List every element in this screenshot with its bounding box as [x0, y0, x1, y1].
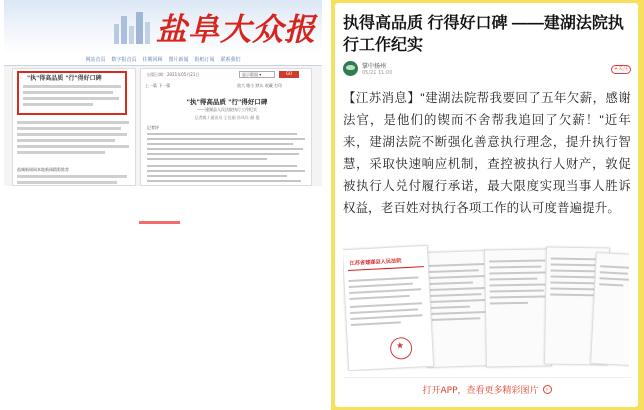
- source-avatar[interactable]: [343, 61, 358, 76]
- document-page: [590, 252, 629, 366]
- nav-item[interactable]: 联系我们: [220, 57, 241, 63]
- open-app-label: 打开APP，查看更多精彩图片: [422, 386, 539, 396]
- source-name[interactable]: 掌中扬州: [362, 63, 387, 70]
- document-page: [423, 250, 493, 368]
- share-card: [331, 0, 644, 410]
- masthead-title: 盐阜大众报: [156, 12, 316, 48]
- nav-item[interactable]: 图片新闻: [168, 57, 189, 63]
- nav-item[interactable]: 数字报首页: [111, 57, 137, 63]
- newspaper-masthead: [4, 0, 322, 54]
- version-select[interactable]: 显示版面 ▾: [239, 71, 275, 78]
- newspaper-navbar: [4, 54, 322, 66]
- source-date: 05/21 11:00: [362, 70, 393, 76]
- court-document: [343, 245, 434, 371]
- nav-item[interactable]: 报纸订阅: [194, 57, 215, 63]
- document-photo[interactable]: [343, 241, 629, 371]
- court-seal-icon: [390, 337, 413, 360]
- article-byline: 记者姚 / 通讯员 王佳丽 孙凤年 颜 俊: [194, 115, 260, 120]
- article-body: 【江苏消息】"建湖法院帮我要回了五年欠薪，感谢法官，是他们的锲而不舍帮我追回了欠薪！"近年来，建湖法院不断强化善意执行理念，提升执行智慧，采取快速响应机制，查控被执行人财产，敦促被执行人兑付履行承诺，最大限度实现当事人胜诉权益，老百姓对执行各项工作的认可度普遍提升。: [343, 91, 631, 215]
- publish-date: 出版日期：2021年05月21日: [147, 72, 200, 77]
- document-page: [484, 248, 552, 367]
- article-label: 记者评: [147, 125, 159, 130]
- masthead-skyline-icon: [112, 10, 152, 44]
- page-headline: "执"得高品质 "行"得好口碑: [27, 75, 102, 82]
- newspaper-screenshot: [4, 0, 322, 186]
- card-content: [335, 3, 638, 407]
- article-title: "执"得高品质 "行"得好口碑: [186, 98, 268, 106]
- chevron-right-icon: ›: [543, 385, 552, 394]
- accent-divider: [139, 221, 180, 224]
- follow-button[interactable]: +关注: [611, 65, 631, 74]
- article-panel: [140, 68, 312, 186]
- article-tools[interactable]: 放大 缩小 默认 收藏 打印: [237, 83, 283, 88]
- go-button[interactable]: GO: [279, 71, 299, 78]
- page-thumbnail[interactable]: [12, 68, 136, 186]
- source-row: [343, 61, 633, 79]
- open-app-button[interactable]: [343, 377, 631, 401]
- card-headline: 执得高品质 行得好口碑 ——建湖法院执行工作纪实: [343, 15, 624, 54]
- document-header: 江苏省建湖县人民法院: [349, 258, 402, 267]
- document-red-rule: [348, 266, 424, 271]
- page-subhead: 盐城新闻网本地新闻精彩推荐: [17, 167, 69, 172]
- article-subtitle: ——建湖县人民法院执行工作纪实: [197, 107, 257, 112]
- nav-item[interactable]: 往期回顾: [142, 57, 163, 63]
- nav-item[interactable]: 网站首页: [85, 57, 106, 63]
- prev-next-links[interactable]: 上一篇 下一篇: [145, 83, 171, 88]
